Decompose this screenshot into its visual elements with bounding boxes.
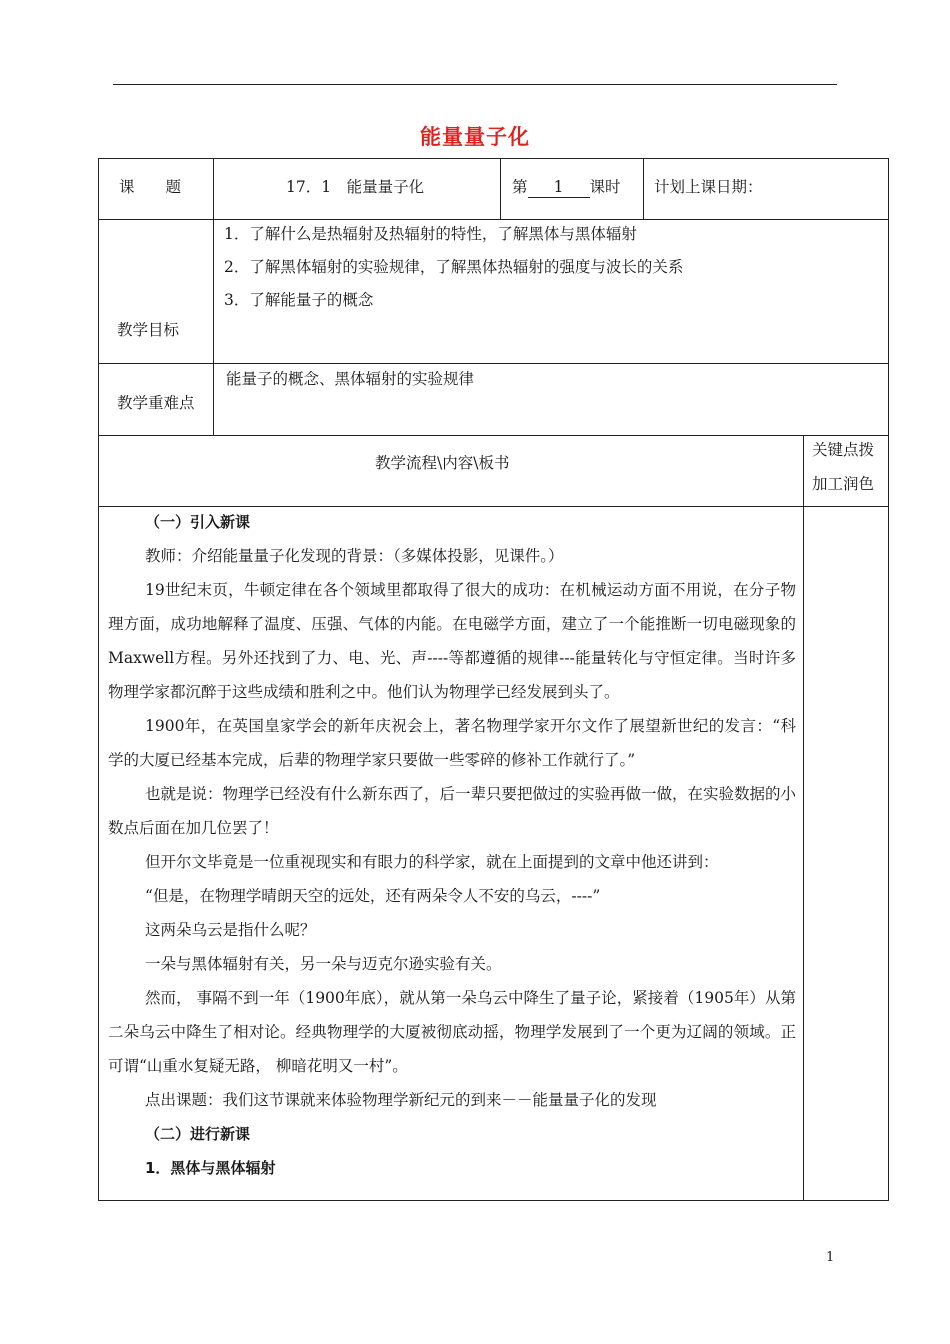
period-suffix: 课时	[589, 178, 621, 196]
side-header-line1: 关键点拨	[812, 441, 875, 459]
side-header-line2: 加工润色	[812, 475, 875, 493]
document-title: 能量量子化	[420, 125, 530, 149]
content-paragraph: 也就是说：物理学已经没有什么新东西了，后一辈只要把做过的实验再做一做，在实验数据的小数点后面在加几位罢了！	[108, 785, 797, 837]
content-paragraph: 1900年，在英国皇家学会的新年庆祝会上，著名物理学家开尔文作了展望新世纪的发言：“科学的大厦已经基本完成，后辈的物理学家只要做一些零碎的修补工作就行了。”	[108, 717, 796, 769]
content-paragraph: 一朵与黑体辐射有关，另一朵与迈克尔逊实验有关。	[145, 955, 502, 973]
content-paragraph: 19世纪末页，牛顿定律在各个领域里都取得了很大的成功：在机械运动方面不用说，在分子物理方面，成功地解释了温度、压强、气体的内能。在电磁学方面，建立了一个能推断一切电磁现象的 Maxwell方程。另外还找到了力、电、光、声----等都遵循的规律---能量转化与守恒定律。当时许多物理学家都沉醉于这些成绩和胜利之中。他们认为物理学已经发展到头了。	[108, 581, 796, 701]
key-points-value: 能量子的概念、黑体辐射的实验规律	[226, 370, 475, 388]
content-paragraph: “但是，在物理学晴朗天空的远处，还有两朵令人不安的乌云，----”	[145, 887, 601, 905]
content-paragraph: 教师：介绍能量量子化发现的背景：（多媒体投影，见课件。）	[145, 547, 564, 565]
lesson-content	[108, 505, 796, 1185]
objective-item: 2．了解黑体辐射的实验规律，了解黑体热辐射的强度与波长的关系	[224, 258, 684, 276]
objective-item: 1．了解什么是热辐射及热辐射的特性，了解黑体与黑体辐射	[224, 225, 637, 243]
subsection-heading: 1．黑体与黑体辐射	[145, 1159, 276, 1177]
plan-date-label: 计划上课日期：	[654, 178, 763, 196]
flow-header: 教学流程\内容\板书	[375, 454, 510, 472]
key-points-label: 教学重难点	[117, 394, 195, 412]
content-paragraph: 点出课题：我们这节课就来体验物理学新纪元的到来－－能量量子化的发现	[145, 1091, 657, 1109]
period-field	[512, 177, 621, 198]
objectives-label: 教学目标	[117, 321, 180, 339]
section-heading: （二）进行新课	[145, 1125, 251, 1143]
content-paragraph: 然而， 事隔不到一年（1900年底），就从第一朵乌云中降生了量子论，紧接着（1905年）从第二朵乌云中降生了相对论。经典物理学的大厦被彻底动摇，物理学发展到了一个更为辽阔的领域。正可谓“山重水复疑无路， 柳暗花明又一村”。	[108, 989, 796, 1075]
content-paragraph: 但开尔文毕竟是一位重视现实和有眼力的科学家，就在上面提到的文章中他还讲到：	[145, 853, 719, 871]
section-heading: （一）引入新课	[145, 513, 251, 531]
header-rule	[113, 84, 837, 85]
objective-item: 3．了解能量子的概念	[224, 291, 374, 309]
content-paragraph: 这两朵乌云是指什么呢？	[145, 921, 316, 939]
page-number: 1	[826, 1250, 835, 1265]
subject-label: 课 题	[119, 178, 182, 196]
subject-value: 17．1 能量量子化	[286, 178, 425, 196]
period-prefix: 第	[512, 178, 528, 196]
period-number: 1	[528, 177, 590, 198]
